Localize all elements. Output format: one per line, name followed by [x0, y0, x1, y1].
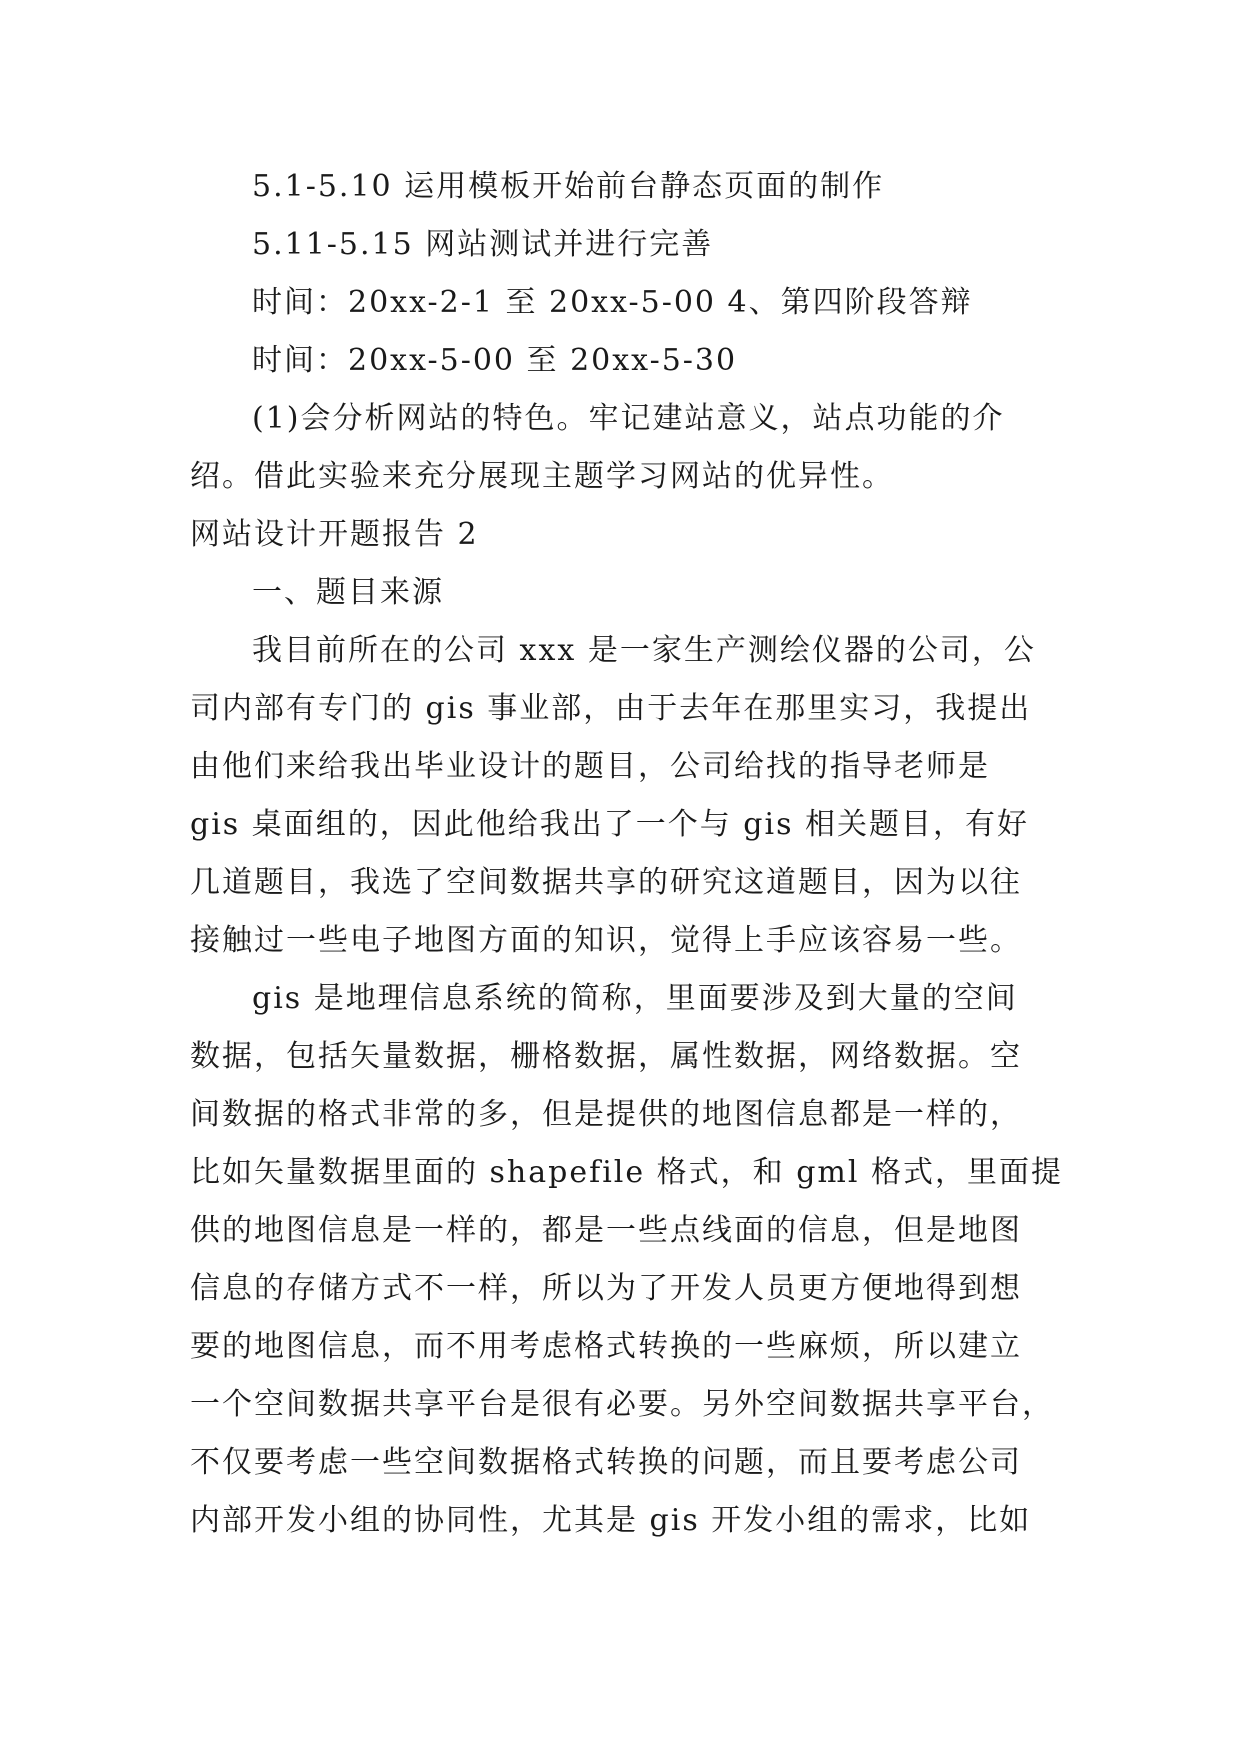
paragraph-line: 要的地图信息，而不用考虑格式转换的一些麻烦，所以建立 — [190, 1329, 1022, 1364]
paragraph-gis — [190, 970, 1063, 1550]
paragraph-line: 一个空间数据共享平台是很有必要。另外空间数据共享平台， — [190, 1387, 1054, 1422]
paragraph-line: 由他们来给我出毕业设计的题目，公司给找的指导老师是 — [190, 749, 990, 784]
section-title: 网站设计开题报告 2 — [190, 517, 479, 552]
paragraph-source — [190, 622, 1060, 970]
paragraph-line: 比如矢量数据里面的 shapefile 格式，和 gml 格式，里面提 — [190, 1155, 1063, 1190]
paragraph-line: 我目前所在的公司 xxx 是一家生产测绘仪器的公司，公 — [252, 633, 1036, 668]
paragraph-line: 内部开发小组的协同性，尤其是 gis 开发小组的需求，比如 — [190, 1503, 1032, 1538]
paragraph-line: 绍。借此实验来充分展现主题学习网站的优异性。 — [190, 459, 894, 494]
paragraph-line: 信息的存储方式不一样，所以为了开发人员更方便地得到想 — [190, 1271, 1022, 1306]
schedule-line-3: 时间：20xx-2-1 至 20xx-5-00 4、第四阶段答辩 — [252, 285, 973, 320]
document-body — [190, 158, 1063, 1550]
schedule-line-4: 时间：20xx-5-00 至 20xx-5-30 — [252, 343, 738, 378]
paragraph-line: 司内部有专门的 gis 事业部，由于去年在那里实习，我提出 — [190, 691, 1032, 726]
paragraph-line: (1)会分析网站的特色。牢记建站意义，站点功能的介 — [252, 401, 1005, 436]
schedule-line-1: 5.1-5.10 运用模板开始前台静态页面的制作 — [252, 169, 885, 204]
paragraph-line: 间数据的格式非常的多，但是提供的地图信息都是一样的， — [190, 1097, 1022, 1132]
paragraph-line: 几道题目，我选了空间数据共享的研究这道题目，因为以往 — [190, 865, 1022, 900]
paragraph-line: 供的地图信息是一样的，都是一些点线面的信息，但是地图 — [190, 1213, 1022, 1248]
paragraph-line: gis 是地理信息系统的简称，里面要涉及到大量的空间 — [252, 981, 1018, 1016]
paragraph-feature — [190, 390, 1060, 506]
paragraph-line: 接触过一些电子地图方面的知识，觉得上手应该容易一些。 — [190, 923, 1022, 958]
paragraph-line: 数据，包括矢量数据，栅格数据，属性数据，网络数据。空 — [190, 1039, 1022, 1074]
schedule-line-2: 5.11-5.15 网站测试并进行完善 — [252, 227, 714, 262]
paragraph-line: 不仅要考虑一些空间数据格式转换的问题，而且要考虑公司 — [190, 1445, 1022, 1480]
paragraph-line: gis 桌面组的，因此他给我出了一个与 gis 相关题目，有好 — [190, 807, 1029, 842]
subsection-title: 一、题目来源 — [252, 575, 444, 610]
